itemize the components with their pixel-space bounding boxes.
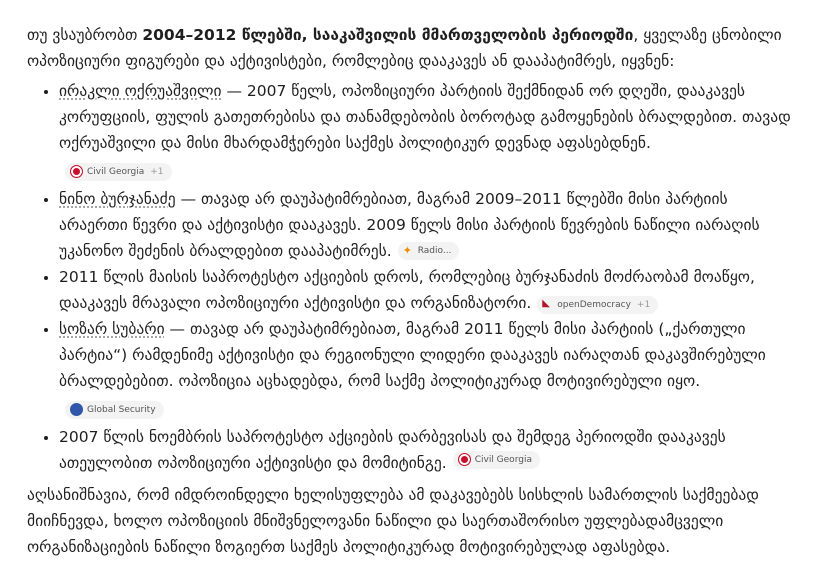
civil-georgia-icon	[458, 453, 471, 466]
citation-chip[interactable]: Global Security	[65, 401, 164, 419]
citation-chip[interactable]: Civil Georgia	[453, 451, 540, 469]
okruashvili-link[interactable]: ირაკლი ოქრუაშვილი	[59, 82, 222, 100]
citation-chip[interactable]: Civil Georgia +1	[65, 163, 172, 181]
list-item-text: 2011 წლის მაისის საპროტესტო აქციების დროს, რომლებიც ბურჯანაძის მოძრაობამ მოაწყო, დააკავეს მრავალი ოპოზიციური აქტივისტი და ორგანიზატორი.	[59, 268, 755, 312]
intro-paragraph	[27, 22, 798, 74]
subari-link[interactable]: სოზარ სუბარი	[59, 320, 165, 338]
global-security-icon	[70, 403, 83, 416]
list-item	[59, 424, 798, 476]
outro-paragraph: აღსანიშნავია, რომ იმდროინდელი ხელისუფლება ამ დაკავებებს სისხლის სამართლის საქმეებად მიიჩნევდა, ხოლო ოპოზიციის მნიშვნელოვანი ნაწილი და საერთაშორისო უფლებადამცველი ორგანიზაციების ნაწილი ზოგიერთ საქმეს პოლიტიკურად მოტივირებულად აფასებდა.	[27, 486, 759, 556]
list-item-text: 2007 წლის ნოემბრის საპროტესტო აქციების დარბევისას და შემდეგ პერიოდში დააკავეს ათეულობით ოპოზიციური აქტივისტი და მომიტინგე.	[59, 428, 726, 472]
list-item-text: — თავად არ დაუპატიმრებიათ, მაგრამ 2011 წელს მისი პარტიის („ქართული პარტია“) რამდენიმე აქტივისტი და რეგიონული ლიდერი დააკავეს იარაღთან დაკავშირებული ბრალდებებით. ოპოზიცია აცხადებდა, რომ საქმე პოლიტიკურად მოტივირებული იყო.	[59, 320, 766, 390]
intro-post: , ყველაზე ცნობილი ოპოზიციური ფიგურები და აქტივისტები, რომლებიც დააკავეს ან დააპატიმრეს, იყვნენ:	[27, 26, 782, 70]
list-item	[59, 78, 798, 182]
citation-chip[interactable]: ◣ openDemocracy +1	[537, 296, 658, 314]
civil-georgia-icon	[70, 165, 83, 178]
intro-pre: თუ ვსაუბრობთ	[27, 26, 143, 44]
list-item	[59, 264, 798, 316]
burjanadze-link[interactable]: ნინო ბურჯანაძე	[59, 190, 176, 208]
arrest-list	[27, 78, 798, 476]
list-item-text: — თავად არ დაუპატიმრებიათ, მაგრამ 2009–2011 წლებში მისი პარტიის არაერთი წევრი და აქტივისტი დააკავეს. 2009 წელს მისი პარტიის წევრების ნაწილი იარაღის უკანონო შეძენის ბრალდებით დააპატიმრეს.	[59, 190, 760, 260]
opendemocracy-icon: ◣	[542, 298, 550, 309]
citation-chip[interactable]: ✦ Radio...	[398, 242, 460, 260]
list-item-text: — 2007 წელს, ოპოზიციური პარტიის შექმნიდან ორ დღეში, დააკავეს კორუფციის, ფულის გათეთრებისა და თანამდებობის ბოროტად გამოყენების ბრალდებით. თავად ოქრუაშვილი და მისი მხარდამჭერები საქმეს პოლიტიკურ დევნად აფასებდნენ.	[59, 82, 791, 152]
radio-icon: ✦	[402, 244, 412, 257]
intro-bold: 2004–2012 წლებში, სააკაშვილის მმართველობის პერიოდში	[142, 26, 634, 44]
list-item	[59, 316, 798, 420]
list-item	[59, 186, 798, 264]
